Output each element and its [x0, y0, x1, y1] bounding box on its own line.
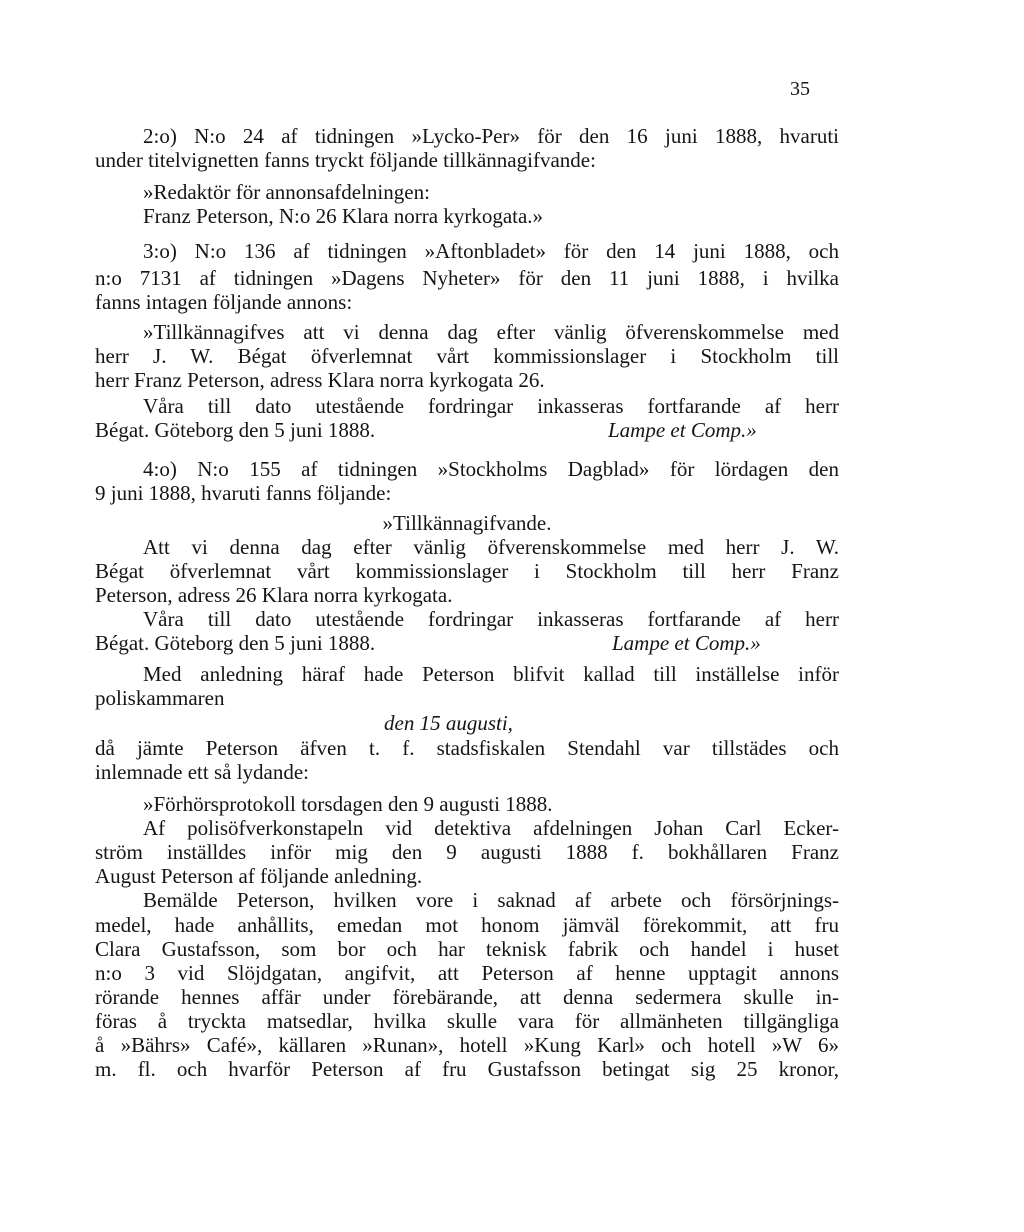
text-line: n:o 3 vid Slöjdgatan, angifvit, att Peterson af henne upptagit annons	[95, 961, 839, 985]
signature-line: Lampe et Comp.»	[612, 631, 761, 655]
text-line: rörande hennes affär under förebärande, att denna sedermera skulle in-	[95, 985, 839, 1009]
text-line: fanns intagen följande annons:	[95, 290, 353, 314]
italic-date: den 15 augusti,	[384, 711, 513, 735]
text-line: föras å tryckta matsedlar, hvilka skulle vara för allmänheten tillgängliga	[95, 1009, 839, 1033]
signature-line: Lampe et Comp.»	[608, 418, 757, 442]
text-line: Att vi denna dag efter vänlig öfverenskommelse med herr J. W.	[143, 535, 839, 559]
text-line: herr J. W. Bégat öfverlemnat vårt kommissionslager i Stockholm till	[95, 344, 839, 368]
text-line: Bemälde Peterson, hvilken vore i saknad af arbete och försörjnings-	[143, 888, 839, 912]
text-line: herr Franz Peterson, adress Klara norra kyrkogata 26.	[95, 368, 545, 392]
text-line: Våra till dato utestående fordringar inkasseras fortfarande af herr	[143, 394, 839, 418]
text-line: 9 juni 1888, hvaruti fanns följande:	[95, 481, 392, 505]
page-number: 35	[790, 78, 810, 100]
text-line: inlemnade ett så lydande:	[95, 760, 310, 784]
text-line: »Tillkännagifves att vi denna dag efter vänlig öfverenskommelse med	[143, 320, 839, 344]
text-line: medel, hade anhållits, emedan mot honom jämväl förekommit, att fru	[95, 913, 839, 937]
text-line: poliskammaren	[95, 686, 225, 710]
text-line: under titelvignetten fanns tryckt följande tillkännagifvande:	[95, 148, 596, 172]
text-line: Af polisöfverkonstapeln vid detektiva afdelningen Johan Carl Ecker-	[143, 816, 839, 840]
text-line: 3:o) N:o 136 af tidningen »Aftonbladet» för den 14 juni 1888, och	[143, 239, 839, 263]
text-line: Bégat. Göteborg den 5 juni 1888.	[95, 631, 376, 655]
text-line: m. fl. och hvarför Peterson af fru Gustafsson betingat sig 25 kronor,	[95, 1057, 839, 1081]
text-line: Clara Gustafsson, som bor och har teknisk fabrik och handel i huset	[95, 937, 839, 961]
text-line: Franz Peterson, N:o 26 Klara norra kyrkogata.»	[143, 204, 544, 228]
text-line: ström inställdes inför mig den 9 augusti 1888 f. bokhållaren Franz	[95, 840, 839, 864]
text-line: å »Bährs» Café», källaren »Runan», hotell »Kung Karl» och hotell »W 6»	[95, 1033, 839, 1057]
text-line: »Förhörsprotokoll torsdagen den 9 augusti 1888.	[143, 792, 553, 816]
text-line: Med anledning häraf hade Peterson blifvit kallad till inställelse inför	[143, 662, 839, 686]
text-line: August Peterson af följande anledning.	[95, 864, 423, 888]
centered-heading: »Tillkännagifvande.	[382, 511, 552, 535]
text-line: 4:o) N:o 155 af tidningen »Stockholms Dagblad» för lördagen den	[143, 457, 839, 481]
text-line: då jämte Peterson äfven t. f. stadsfiskalen Stendahl var tillstädes och	[95, 736, 839, 760]
text-line: »Redaktör för annonsafdelningen:	[143, 180, 430, 204]
text-line: Våra till dato utestående fordringar inkasseras fortfarande af herr	[143, 607, 839, 631]
text-line: n:o 7131 af tidningen »Dagens Nyheter» för den 11 juni 1888, i hvilka	[95, 266, 839, 290]
text-line: Peterson, adress 26 Klara norra kyrkogata.	[95, 583, 453, 607]
text-line: 2:o) N:o 24 af tidningen »Lycko-Per» för den 16 juni 1888, hvaruti	[143, 124, 839, 148]
text-line: Bégat. Göteborg den 5 juni 1888.	[95, 418, 376, 442]
text-line: Bégat öfverlemnat vårt kommissionslager i Stockholm till herr Franz	[95, 559, 839, 583]
